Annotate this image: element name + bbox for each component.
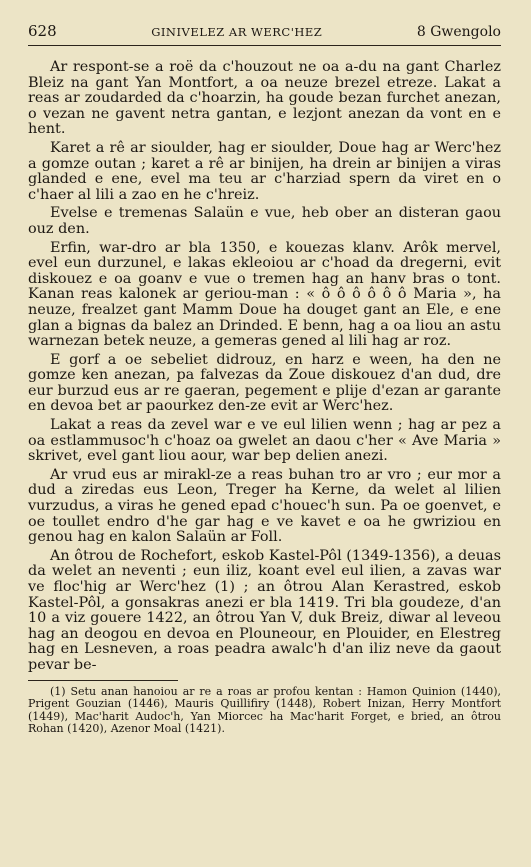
header-rule <box>28 45 501 46</box>
body-text <box>28 60 501 674</box>
running-header <box>28 22 501 42</box>
paragraph: An ôtrou de Rochefort, eskob Kastel-Pôl (1349-1356), a deuas da welet an neventi ; eun iliz, koant evel eul ilien, a zavas war ve floc'hig ar Werc'hez (1) ; an ôtrou Alan Kerastred, eskob Kastel-Pôl, a gonsakras anezi er bla 1419. Tri bla goudeze, d'an 10 a viz gouere 1422, an ôtrou Yan V, duk Breiz, diwar al leveou hag an deogou en devoa en Plouneour, en Plouider, en Elestreg hag en Lesneven, a roas peadra awalc'h d'an iliz neve da gaout pevar be- <box>28 547 501 673</box>
page-number: 628 <box>28 22 57 40</box>
paragraph: E gorf a oe sebeliet didrouz, en harz e ween, ha den ne gomze ken anezan, pa falvezas da Zoue diskouez d'an dud, dre eur burzud eus ar re gaeran, pegement e plije d'ezan ar garante en devoa bet ar paourkez den-ze evit ar Werc'hez. <box>28 351 501 415</box>
running-title: GINIVELEZ AR WERC'HEZ <box>151 25 323 39</box>
paragraph: Ar respont-se a roë da c'houzout ne oa a-du na gant Charlez Bleiz na gant Yan Montfort, a oa neuze brezel etreze. Lakat a reas ar zoudarded da c'hoarzin, ha goude bezan furchet anezan, o vezan ne gavent netra gantan, e lezjont anezan da vont en e hent. <box>28 59 501 138</box>
footnote: (1) Setu anan hanoiou ar re a roas ar profou kentan : Hamon Quinion (1440), Prigent Gouzian (1446), Mauris Quillifiry (1448), Robert Inizan, Herry Montfort (1449), Mac'harit Audoc'h, Yan Miorcec ha Mac'harit Forget, e bried, an ôtrou Rohan (1420), Azenor Moal (1421). <box>28 684 501 736</box>
paragraph: Lakat a reas da zevel war e ve eul lilien wenn ; hag ar pez a oa estlammusoc'h c'hoaz oa gwelet an daou c'her « Ave Maria » skrivet, evel gant liou aour, war bep delien anezi. <box>28 417 501 465</box>
paragraph: Ar vrud eus ar mirakl-ze a reas buhan tro ar vro ; eur mor a dud a ziredas eus Leon, Treger ha Kerne, da welet al lilien vurzudus, a viras he gened epad c'houec'h sun. Pa oe goenvet, e oe toullet endro d'he gar hag e ve kavet e oa he gwriziou en genou hag en kalon Salaün ar Foll. <box>28 466 501 546</box>
footnote-rule <box>28 680 178 681</box>
paragraph: Karet a rê ar sioulder, hag er sioulder, Doue hag ar Werc'hez a gomze outan ; karet a rê ar binijen, ha drein ar binijen a viras glanded e ene, evel ma teu ar c'harziad spern da viret en o c'haer al lili a zao en he c'hreiz. <box>28 139 501 203</box>
footnotes <box>28 686 501 736</box>
paragraph: Erfin, war-dro ar bla 1350, e kouezas klanv. Arôk mervel, evel eun durzunel, e lakas ekleoiou ar c'hoad da dregerni, evit diskouez e oa goanv e vue o tremen hag an hanv bras o tont. Kanan reas kalonek ar geriou-man : « ô ô ô ô ô ô Maria », ha neuze, frealzet gant Mamm Doue ha douget gant an Ele, e ene glan a bignas da balez an Drinded. E benn, hag a oa liou an astu warnezan betek neuze, a gemeras gened al lili hag ar roz. <box>28 239 501 350</box>
header-date: 8 Gwengolo <box>416 24 501 40</box>
paragraph: Evelse e tremenas Salaün e vue, heb ober an disteran gaou ouz den. <box>28 205 501 237</box>
